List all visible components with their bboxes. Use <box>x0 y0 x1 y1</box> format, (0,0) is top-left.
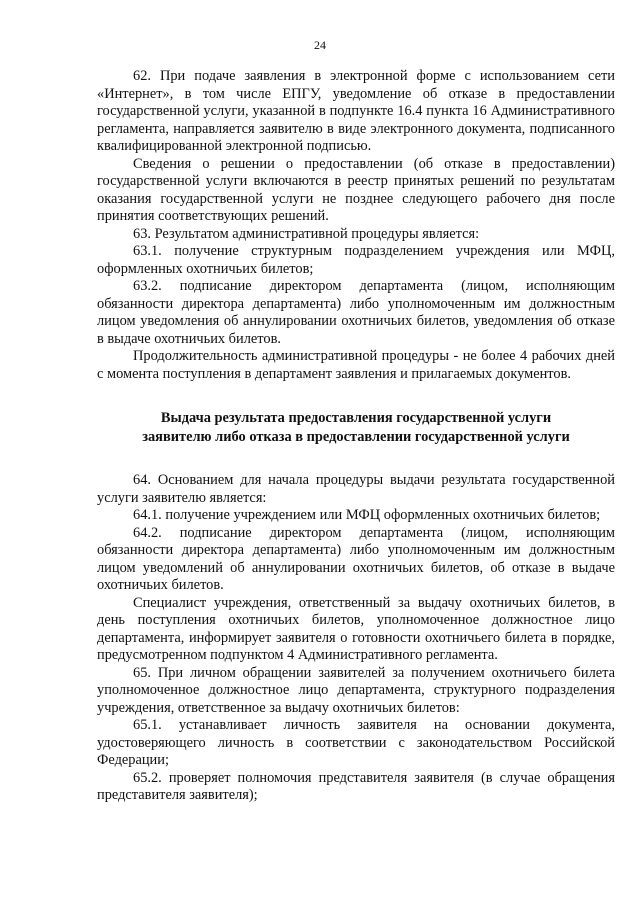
section-heading-line-1: Выдача результата предоставления государственной услуги <box>160 410 552 426</box>
page-number: 24 <box>314 38 326 52</box>
paragraph-65: 65. При личном обращении заявителей за получением охотничьего билета уполномоченное должностное лицо департамента, структурного подразделения учреждения, ответственное за выдачу охотничьих билетов: <box>97 664 615 716</box>
section-heading-line-2: заявителю либо отказа в предоставлении государственной услуги <box>142 428 570 445</box>
paragraph-65-2: 65.2. проверяет полномочия представителя заявителя (в случае обращения представителя заявителя); <box>97 769 615 803</box>
paragraph-63-2: 63.2. подписание директором департамента (лицом, исполняющим обязанности директора департамента) либо уполномоченным им должностным лицом уведомления об аннулировании охотничьих билетов, уведомления об отказе в выдаче охотничьих билетов. <box>97 278 615 347</box>
paragraph-specialist: Специалист учреждения, ответственный за выдачу охотничьих билетов, в день поступления охотничьих билетов, уполномоченное должностное лицо департамента, информирует заявителя о готовности охотничьего билета в порядке, предусмотренном подпунктом 4 Административного регламента. <box>97 594 615 663</box>
paragraph-63-1: 63.1. получение структурным подразделением учреждения или МФЦ, оформленных охотничьих билетов; <box>97 243 615 277</box>
paragraph-duration: Продолжительность административной процедуры - не более 4 рабочих дней с момента поступления в департамент заявления и прилагаемых документов. <box>97 348 615 382</box>
section-heading <box>97 409 615 446</box>
paragraph-65-1: 65.1. устанавливает личность заявителя на основании документа, удостоверяющего личность в соответствии с законодательством Российской Федерации; <box>97 717 615 768</box>
paragraph-63: 63. Результатом административной процедуры является: <box>133 225 480 242</box>
paragraph-64-2: 64.2. подписание директором департамента (лицом, исполняющим обязанности директора департамента) либо уполномоченным им должностным лицом уведомлений об аннулировании охотничьих билетов, об отказе в выдаче охотничьих билетов. <box>97 524 615 593</box>
document-body <box>97 68 615 805</box>
paragraph-62: 62. При подаче заявления в электронной форме с использованием сети «Интернет», в том числе ЕПГУ, уведомление об отказе в предоставлении государственной услуги, указанной в подпункте 16.4 пункта 16 Административного регламента, направляется заявителю в виде электронного документа, подписанного квалифицированной электронной подписью. <box>97 68 615 154</box>
paragraph-64-1: 64.1. получение учреждением или МФЦ оформленных охотничьих билетов; <box>133 507 601 523</box>
paragraph-64: 64. Основанием для начала процедуры выдачи результата государственной услуги заявителю является: <box>97 472 615 506</box>
paragraph-decision-registry: Сведения о решении о предоставлении (об отказе в предоставлении) государственной услуги включаются в реестр принятых решений по результатам оказания государственной услуги не позднее следующего рабочего дня после принятия соответствующих решений. <box>97 155 615 224</box>
